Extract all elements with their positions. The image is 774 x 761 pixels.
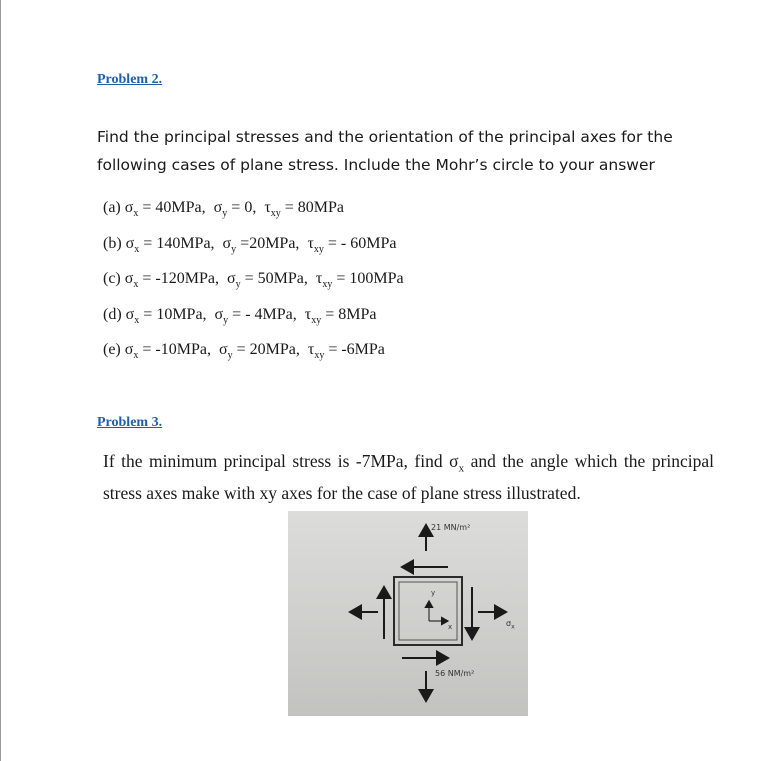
case-sigma-x: -120MPa, [155,270,219,287]
case-item: (a) $\sigma_x = 40MPa$, $\sigma_y = 0$, $\tau_{xy} = 80MPa$ [103,199,345,220]
case-tau-xy: 100MPa [349,270,404,287]
plane-stress-figure [288,511,528,716]
sigma-symbol: σ [506,619,512,628]
case-sigma-y: - 4MPa, [245,305,297,323]
case-prefix: (e) [103,341,121,358]
problem-3-text-end: and the angle which the principal stress axes make with xy axes for the case of plane stress illustrated. [103,451,715,503]
case-tau-xy: - 60MPa [340,234,397,252]
problem-3-statement: If the minimum principal stress is -7MPa, find $\sigma_x$ and the angle which the principal stress axes make with xy axes for the case of plane stress illustrated. [103,451,715,503]
case-sigma-y: 50MPa, [257,270,308,287]
case-item: (d) $\sigma_x = 10MPa$, $\sigma_y$ = - 4MPa, $\tau_{xy} = 8MPa$ [103,305,377,326]
problem-2-intro-line-2: following cases of plane stress. Include the Mohr’s circle to your answer [97,156,655,174]
y-axis-label: y [431,589,436,597]
problem-2-heading: Problem 2. [97,72,163,87]
top-stress-label: 21 MN/m² [431,523,471,532]
case-sigma-y: 20MPa, [249,341,300,358]
case-sigma-y: 0, [244,199,257,216]
sigma-subscript: x [511,623,515,631]
case-item: (e) $\sigma_x = -10MPa$, $\sigma_y = 20MPa$, $\tau_{xy} = -6MPa$ [103,341,385,362]
page-border [0,0,1,761]
sigma-x-label [506,619,515,631]
stress-element-inner [399,582,457,640]
problem-2-case-list [103,196,404,374]
case-item: (c) $\sigma_x = -120MPa$, $\sigma_y = 50MPa$, $\tau_{xy} = 100MPa$ [103,270,404,291]
case-prefix: (b) [103,234,122,252]
case-sigma-x: -10MPa, [155,341,211,358]
problem-2-intro-line-1: Find the principal stresses and the orientation of the principal axes for the [97,128,673,146]
case-tau-xy: -6MPa [341,341,385,358]
problem-3-heading: Problem 3. [97,415,163,430]
case-tau-xy: 8MPa [338,305,377,323]
case-item: (b) $\sigma_x = 140MPa$, $\sigma_y =20MPa$, $\tau_{xy}$ = - 60MPa [103,234,397,255]
stress-element-outer [394,577,462,645]
problem-2-intro [97,123,697,179]
x-axis-label: x [448,623,453,631]
case-sigma-y: 20MPa, [249,234,300,252]
stress-element-drawing [288,511,528,716]
case-tau-xy: 80MPa [297,199,345,216]
case-prefix: (c) [103,270,121,287]
problem-3-text-start: If the minimum principal stress is -7MPa, find [103,451,443,471]
case-prefix: (d) [103,305,122,323]
case-sigma-x: 40MPa, [155,199,206,216]
case-prefix: (a) [103,199,121,216]
bottom-stress-label: 56 NM/m² [435,669,475,678]
case-sigma-x: 10MPa, [156,305,207,323]
case-sigma-x: 140MPa, [156,234,215,252]
